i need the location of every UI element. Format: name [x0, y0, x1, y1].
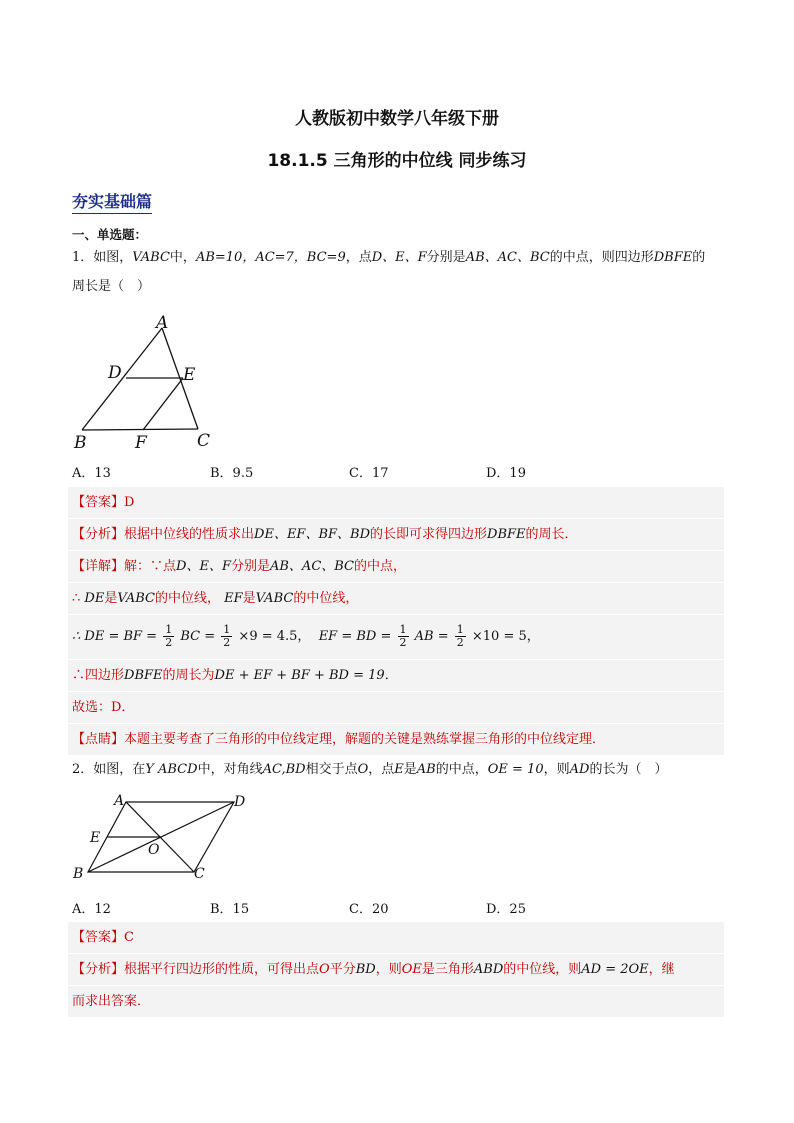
question-1-text: 1．如图，VABC中，AB=10，AC=7，BC=9，点D、E、F分别是AB、AC、BC的中点，则四边形DBFE的 周长是（ ）	[72, 250, 706, 294]
detail-line-2: ∴ DE是VABC的中位线， EF是VABC的中位线，	[68, 582, 724, 614]
question-2-figure	[70, 788, 260, 888]
option-b[interactable]: B．15	[210, 902, 250, 917]
fraction-half: $\frac{1}{2}$	[223, 623, 231, 649]
fraction-half: $\frac{1}{2}$	[399, 623, 407, 649]
label-e: E	[183, 365, 196, 385]
label-c: C	[194, 866, 205, 882]
option-c[interactable]: C．20	[349, 902, 389, 917]
label-b: B	[74, 433, 87, 452]
analysis-row: 【分析】根据平行四边形的性质，可得出点O平分BD，则OE是三角形ABD的中位线，则AD = 2OE，继	[68, 953, 724, 985]
analysis-row: 【分析】根据中位线的性质求出DE、EF、BF、BD的长即可求得四边形DBFE的周长．	[68, 518, 724, 550]
detail-row: 【详解】解：∵点D、E、F分别是AB、AC、BC的中点，	[68, 550, 724, 582]
fraction-half: $\frac{1}{2}$	[165, 623, 173, 649]
option-a[interactable]: A．12	[72, 902, 111, 917]
label-b: B	[73, 866, 84, 882]
label-f: F	[135, 433, 147, 452]
option-c[interactable]: C．17	[349, 466, 389, 481]
label-e: E	[90, 830, 101, 846]
answer-row: 【答案】C	[72, 930, 134, 945]
label-d: D	[234, 794, 246, 810]
comment-row: 【点睛】本题主要考查了三角形的中位线定理，解题的关键是熟练掌握三角形的中位线定理．	[68, 723, 724, 755]
option-d[interactable]: D．25	[486, 902, 526, 917]
analysis-row-continued: 而求出答案．	[68, 985, 724, 1017]
document-title: 人教版初中数学八年级下册	[295, 109, 499, 129]
label-o: O	[148, 842, 160, 858]
label-d: D	[108, 363, 122, 383]
section-heading: 夯实基础篇	[72, 189, 152, 214]
option-a[interactable]: A．13	[72, 466, 111, 481]
label-a: A	[114, 793, 125, 809]
detail-line-4: ∴四边形DBFE的周长为DE + EF + BF + BD = 19．	[68, 659, 724, 691]
label-c: C	[197, 431, 211, 451]
question-1-figure	[70, 312, 230, 452]
fraction-half: $\frac{1}{2}$	[456, 623, 464, 649]
label-a: A	[156, 313, 169, 333]
option-d[interactable]: D．19	[486, 466, 526, 481]
choose-row: 故选：D．	[68, 691, 724, 723]
option-b[interactable]: B．9.5	[210, 466, 254, 481]
question-2-text: 2．如图，在Y ABCD中，对角线AC,BD相交于点O，点E是AB的中点，OE = 10，则AD的长为（ ）	[72, 762, 668, 777]
question-1-solution	[68, 487, 724, 755]
answer-row: 【答案】D	[72, 495, 135, 510]
question-type-heading: 一、单选题：	[72, 227, 148, 242]
question-2-solution	[68, 922, 724, 1017]
document-subtitle: 18.1.5 三角形的中位线 同步练习	[267, 151, 527, 171]
detail-line-3: ∴ DE = BF = $\frac{1}{2}$ BC = $\frac{1}{2}$ ×9 = 4.5， EF = BD = $\frac{1}{2}$ AB = $\frac{1}{2}$ ×10 = 5，	[68, 614, 724, 659]
